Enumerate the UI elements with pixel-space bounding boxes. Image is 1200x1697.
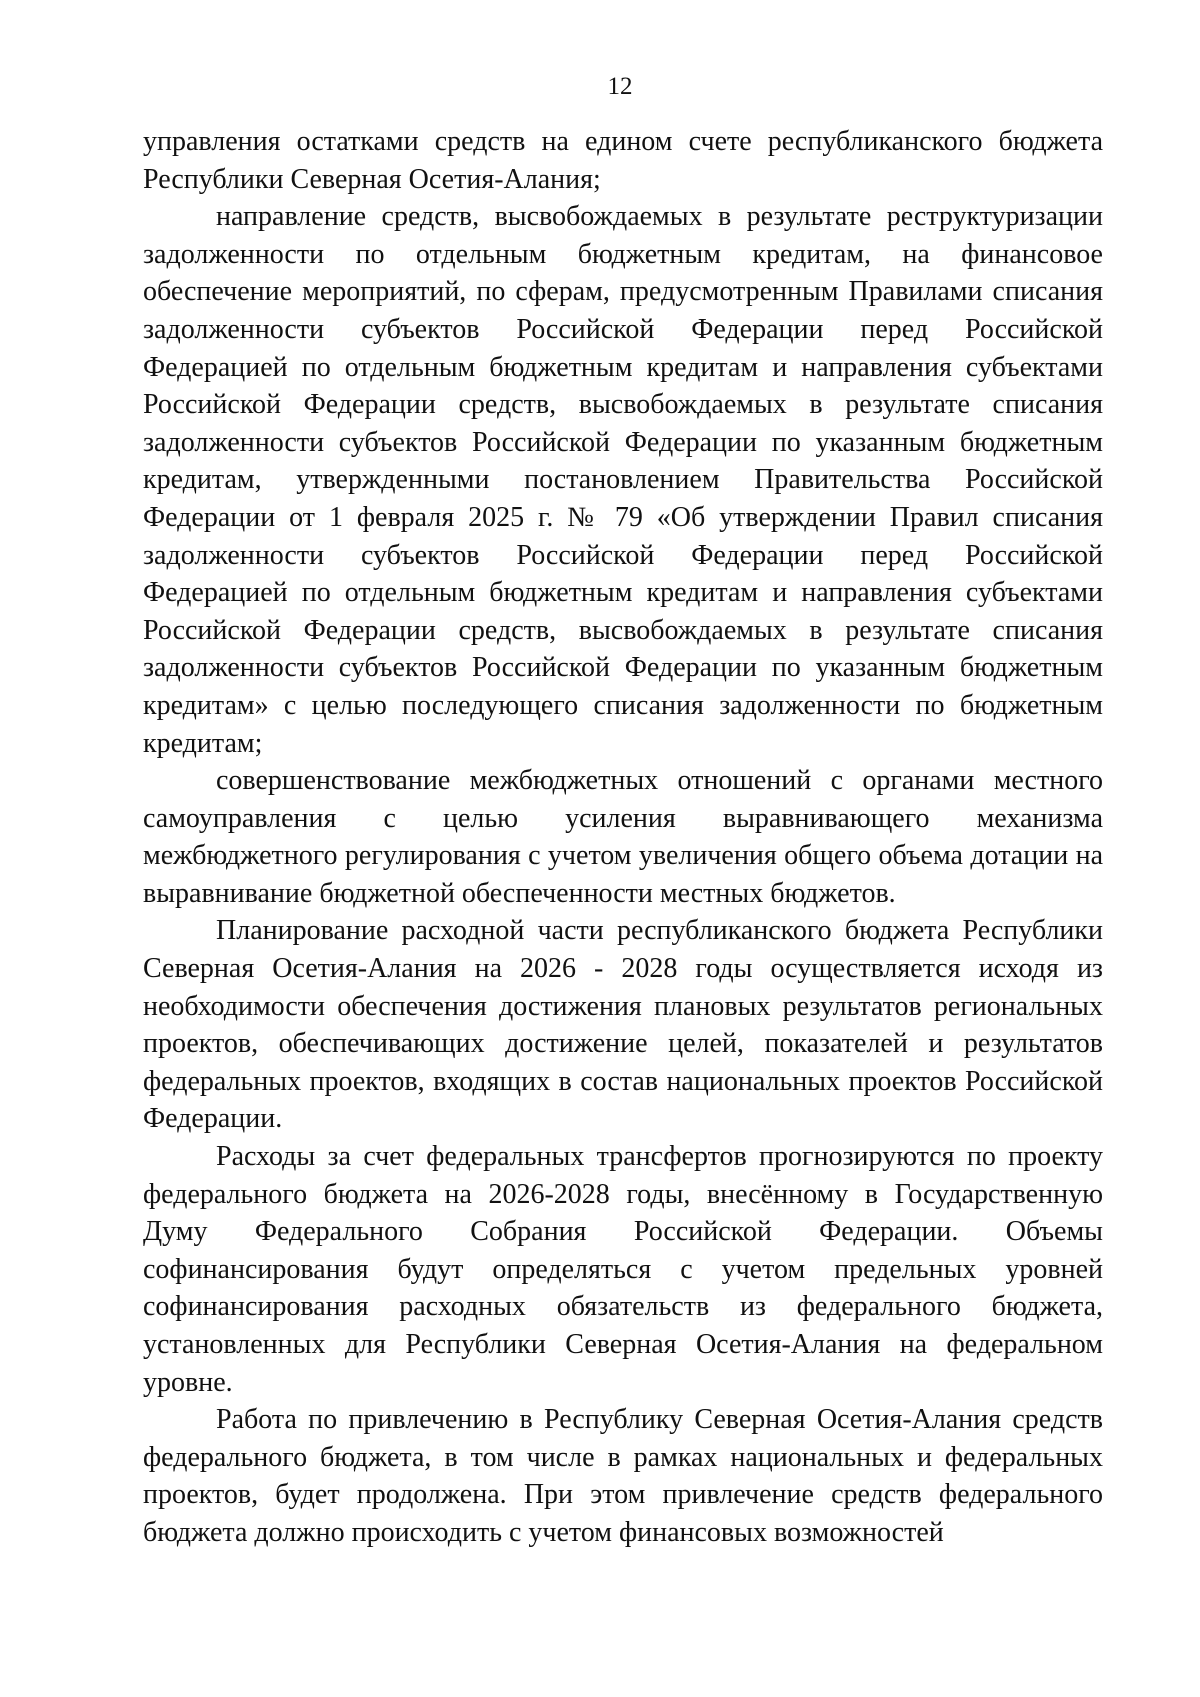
paragraph-federal-funds-attraction: Работа по привлечению в Республику Северная Осетия-Алания средств федерального бюджета, в том числе в рамках национальных и федеральных проектов, будет продолжена. При этом привлечение средств федерального бюджета должно происходить с учетом финансовых возможностей [143,1404,1103,1548]
document-body [143,123,1103,1552]
paragraph-expenditure-planning: Планирование расходной части республиканского бюджета Республики Северная Осетия-Алания на 2026 - 2028 годы осуществляется исходя из необходимости обеспечения достижения плановых результатов региональных проектов, обеспечивающих достижение целей, показателей и результатов федеральных проектов, входящих в состав национальных проектов Российской Федерации. [143,915,1103,1135]
paragraph-federal-transfers: Расходы за счет федеральных трансфертов прогнозируются по проекту федерального бюджета на 2026-2028 годы, внесённому в Государственную Думу Федерального Собрания Российской Федерации. Объемы софинансирования будут определяться с учетом предельных уровней софинансирования расходных обязательств из федерального бюджета, установленных для Республики Северная Осетия-Алания на федеральном уровне. [143,1141,1103,1398]
page-number: 12 [607,73,633,100]
paragraph-continuation: управления остатками средств на едином счете республиканского бюджета Республики Северная Осетия-Алания; [143,126,1103,195]
paragraph-interbudget-relations: совершенствование межбюджетных отношений с органами местного самоуправления с целью усиления выравнивающего механизма межбюджетного регулирования с учетом увеличения общего объема дотации на выравнивание бюджетной обеспеченности местных бюджетов. [143,765,1103,909]
paragraph-debt-restructuring: направление средств, высвобождаемых в результате реструктуризации задолженности по отдельным бюджетным кредитам, на финансовое обеспечение мероприятий, по сферам, предусмотренным Правилами списания задолженности субъектов Российской Федерации перед Российской Федерацией по отдельным бюджетным кредитам и направления субъектами Российской Федерации средств, высвобождаемых в результате списания задолженности субъектов Российской Федерации по указанным бюджетным кредитам, утвержденными постановлением Правительства Российской Федерации от 1 февраля 2025 г. № 79 «Об утверждении Правил списания задолженности субъектов Российской Федерации перед Российской Федерацией по отдельным бюджетным кредитам и направления субъектами Российской Федерации средств, высвобождаемых в результате списания задолженности субъектов Российской Федерации по указанным бюджетным кредитам» с целью последующего списания задолженности по бюджетным кредитам; [143,201,1103,759]
